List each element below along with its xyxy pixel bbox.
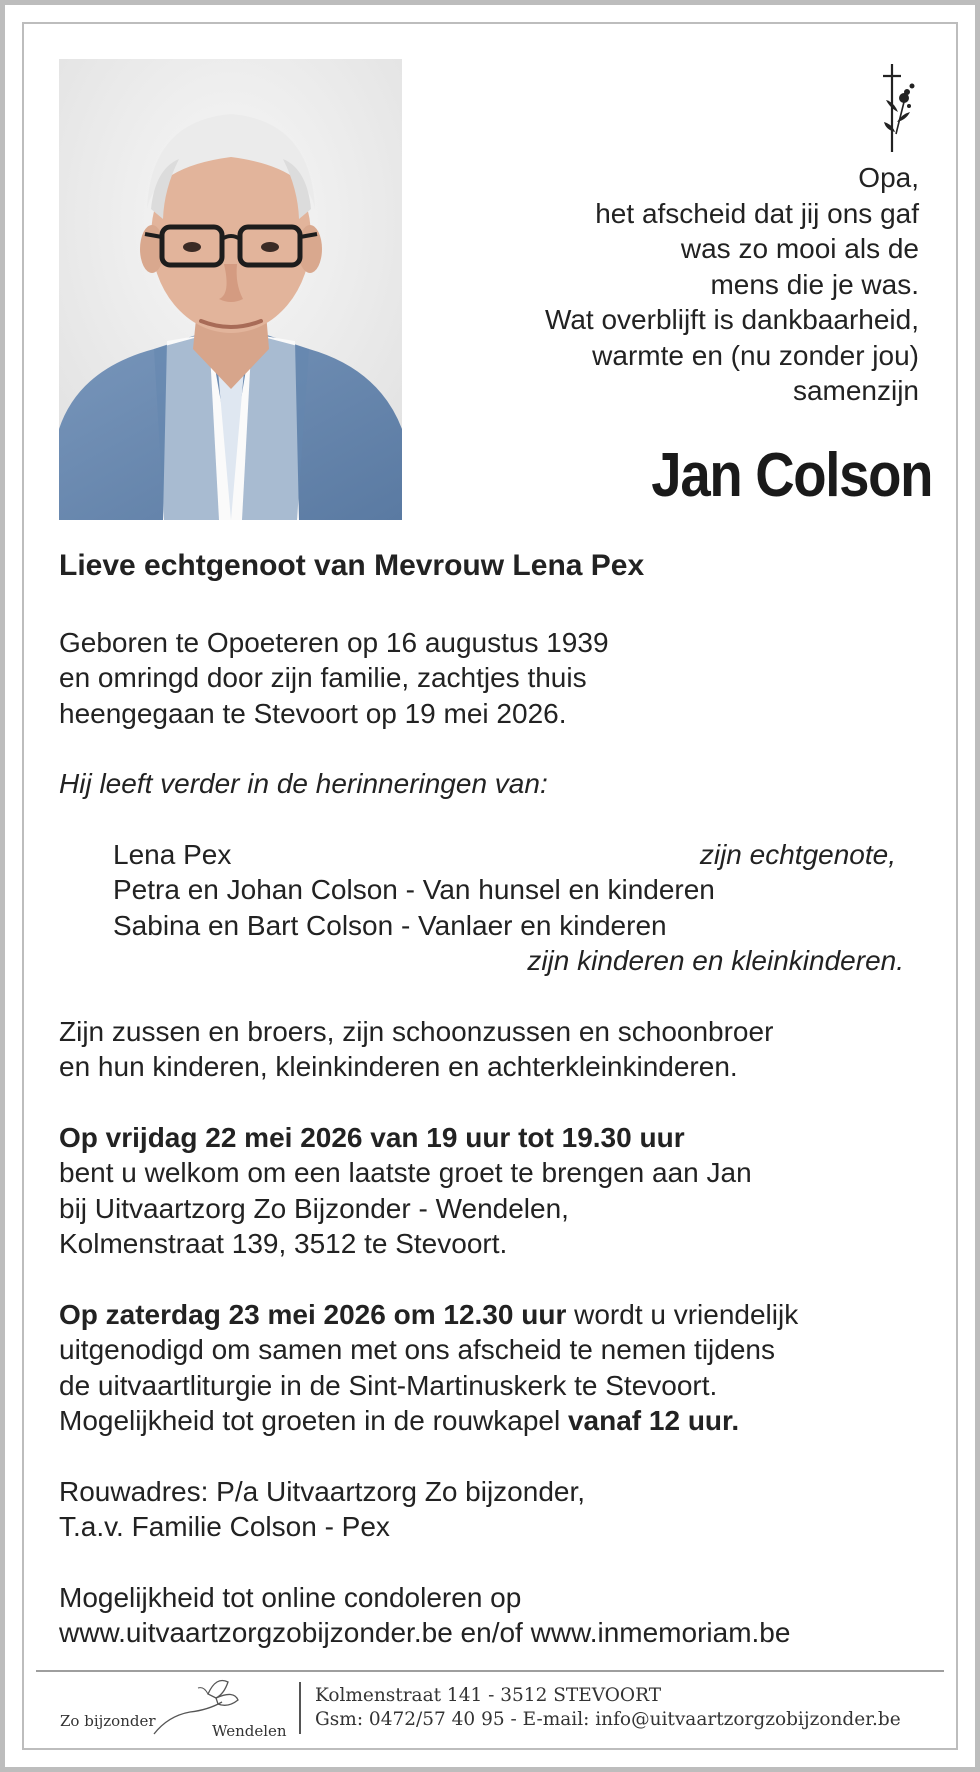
logo-text-right: Wendelen xyxy=(212,1722,287,1740)
address-line: Rouwadres: P/a Uitvaartzorg Zo bijzonder, xyxy=(59,1475,586,1507)
visitation-line: Kolmenstraat 139, 3512 te Stevoort. xyxy=(59,1228,508,1259)
funeral-heading-line xyxy=(59,1297,929,1333)
poem-line: samenzijn xyxy=(792,375,919,406)
poem-line: was zo mooi als de xyxy=(680,233,919,264)
greeting-line xyxy=(59,1403,929,1439)
mourner-relation: zijn kinderen en kleinkinderen. xyxy=(527,945,904,976)
condolence-line: Mogelijkheid tot online condoleren op xyxy=(59,1581,522,1613)
funeral-line: uitgenodigd om samen met ons afscheid te nemen tijdens xyxy=(59,1334,775,1365)
mourner-name: Sabina en Bart Colson - Vanlaer en kinderen xyxy=(113,909,667,941)
footer-address: Kolmenstraat 141 - 3512 STEVOORT xyxy=(315,1685,662,1706)
poem-line: warmte en (nu zonder jou) xyxy=(592,339,919,371)
mourner-name: Petra en Johan Colson - Van hunsel en kinderen xyxy=(113,874,715,905)
mourner-list xyxy=(59,837,929,979)
bio-line: heengegaan te Stevoort op 19 mei 2026. xyxy=(59,697,567,729)
poem-line: mens die je was. xyxy=(710,268,919,300)
bio-line: Geboren te Opoeteren op 16 augustus 1939 xyxy=(59,626,609,658)
visitation-line: bent u welkom om een laatste groet te brengen aan Jan xyxy=(59,1157,752,1188)
mourner-name: Lena Pex xyxy=(113,838,232,870)
poem-line: Wat overblijft is dankbaarheid, xyxy=(544,304,919,335)
mourner-row xyxy=(113,837,929,873)
poem-line: Opa, xyxy=(858,162,919,193)
poem xyxy=(459,160,919,409)
mourners-intro: Hij leeft verder in de herinneringen van: xyxy=(59,768,548,799)
funeral-line: de uitvaartliturgie in de Sint-Martinuskerk te Stevoort. xyxy=(59,1369,718,1401)
poem-line: het afscheid dat jij ons gaf xyxy=(595,197,919,229)
condolence-line: www.uitvaartzorgzobijzonder.be en/of www.inmemoriam.be xyxy=(59,1617,791,1648)
funeral-home-logo xyxy=(58,1672,298,1742)
footer-contact xyxy=(315,1684,901,1732)
spouse-line: Lieve echtgenoot van Mevrouw Lena Pex xyxy=(59,549,645,582)
bio-line: en omringd door zijn familie, zachtjes thuis xyxy=(59,662,587,693)
portrait-photo xyxy=(59,59,402,520)
greeting-time: vanaf 12 uur. xyxy=(567,1405,740,1436)
family-line: en hun kinderen, kleinkinderen en achterkleinkinderen. xyxy=(59,1051,738,1082)
mourner-row xyxy=(113,872,929,908)
deceased-name: Jan Colson xyxy=(651,441,932,510)
obituary-body xyxy=(59,548,929,1651)
visitation-heading: Op vrijdag 22 mei 2026 van 19 uur tot 19.30 uur xyxy=(59,1121,685,1153)
funeral-heading-tail: wordt u vriendelijk xyxy=(566,1298,799,1330)
family-line: Zijn zussen en broers, zijn schoonzussen en schoonbroer xyxy=(59,1015,774,1047)
address-line: T.a.v. Familie Colson - Pex xyxy=(59,1511,390,1542)
mourner-row xyxy=(113,908,929,944)
footer-vertical-divider xyxy=(299,1682,301,1734)
footer-contact-line: Gsm: 0472/57 40 95 - E-mail: info@uitvaartzorgzobijzonder.be xyxy=(315,1709,901,1730)
greeting-prefix: Mogelijkheid tot groeten in de rouwkapel xyxy=(59,1405,568,1436)
mourner-relation: zijn echtgenote, xyxy=(699,838,896,870)
cross-with-rose-icon xyxy=(874,62,918,154)
visitation-line: bij Uitvaartzorg Zo Bijzonder - Wendelen, xyxy=(59,1192,569,1224)
funeral-heading: Op zaterdag 23 mei 2026 om 12.30 uur xyxy=(59,1298,567,1330)
logo-text-left: Zo bijzonder xyxy=(60,1712,156,1730)
